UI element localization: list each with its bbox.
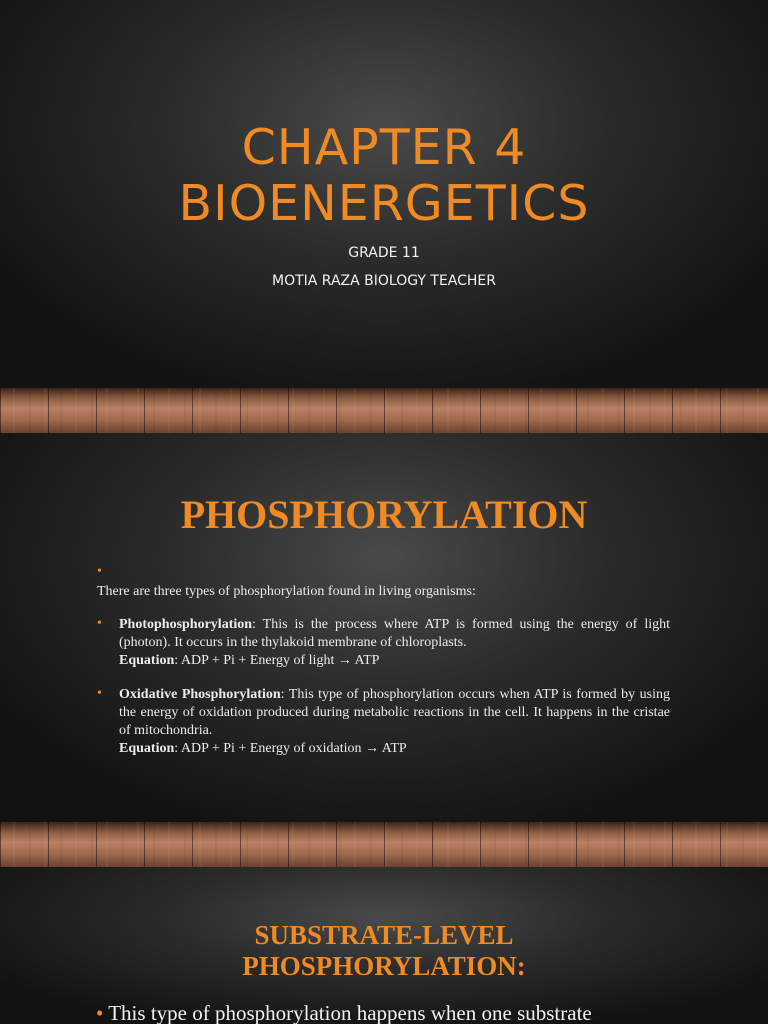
term-label: Photophosphorylation: [119, 617, 253, 632]
slide-title-line2: PHOSPHORYLATION:: [242, 951, 526, 981]
bullet-icon: •: [97, 616, 102, 631]
equation-label: Equation: [119, 653, 175, 668]
slide-title: PHOSPHORYLATION: [180, 492, 588, 537]
list-item-photophosphorylation: [97, 616, 670, 670]
term-description: : This type of phosphorylation occurs when ATP is formed by using the energy of oxidation produced during metabolic reactions in the cell. It happens in the cristae of mitochondria.: [119, 687, 670, 738]
list-item: [96, 1001, 592, 1024]
bullet-icon: •: [96, 1001, 104, 1024]
bullet-text: This type of phosphorylation happens when one substrate: [108, 1001, 592, 1024]
title-slide: [0, 0, 768, 388]
equation-text: : ADP + Pi + Energy of oxidation → ATP: [174, 741, 407, 756]
bullet-icon: •: [97, 564, 102, 579]
chapter-subject-title: BIOENERGETICS: [178, 175, 590, 232]
wood-floor-divider: [0, 388, 768, 433]
equation-text: : ADP + Pi + Energy of light → ATP: [174, 653, 380, 668]
equation-label: Equation: [119, 741, 175, 756]
bullet-icon: •: [97, 686, 102, 701]
phosphorylation-slide: [0, 433, 768, 822]
slide-title: SUBSTRATE-LEVEL: [254, 920, 514, 950]
substrate-level-slide: [0, 867, 768, 1024]
author-subtitle: MOTIA RAZA BIOLOGY TEACHER: [272, 273, 496, 289]
term-label: Oxidative Phosphorylation: [119, 687, 281, 702]
term-description: : This is the process where ATP is formed using the energy of light (photon). It occurs in the thylakoid membrane of chloroplasts.: [119, 617, 670, 650]
list-item-content: [119, 686, 670, 758]
wood-floor-divider: [0, 822, 768, 867]
list-item-oxidative-phosphorylation: [97, 686, 670, 758]
grade-subtitle: GRADE 11: [348, 245, 420, 261]
intro-text: There are three types of phosphorylation found in living organisms:: [97, 584, 476, 599]
chapter-title: CHAPTER 4: [241, 119, 527, 176]
list-item-content: [119, 616, 670, 670]
